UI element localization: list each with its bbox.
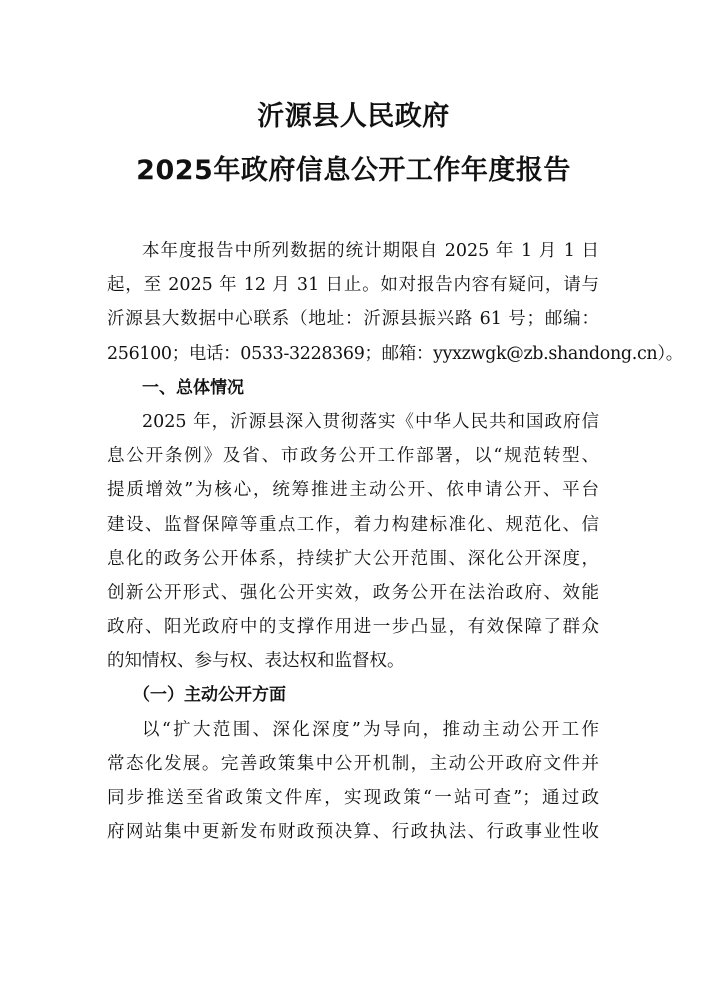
intro-line: 沂源县大数据中心联系（地址：沂源县振兴路 61 号；邮编： [107,309,599,330]
subsection-line: 以“扩大范围、深化深度”为导向，推动主动公开工作 [142,719,599,740]
report-body [107,234,683,849]
report-title-line2: 2025年政府信息公开工作年度报告 [136,155,571,186]
section-line: 息化的政务公开体系，持续扩大公开范围、深化公开深度， [107,548,599,569]
subsection-line: 同步推送至省政策文件库，实现政策“一站可查”；通过政 [107,788,599,808]
intro-line: 256100；电话：0533-3228369；邮箱：yyxzwgk@zb.shandong.cn）。 [107,343,683,364]
section-line: 提质增效”为核心，统筹推进主动公开、依申请公开、平台 [107,480,599,501]
section-line: 政府、阳光政府中的支撑作用进一步凸显，有效保障了群众 [107,617,599,638]
section-line: 的知情权、参与权、表达权和监督权。 [107,651,405,672]
section-line: 2025 年，沂源县深入贯彻落实《中华人民共和国政府信 [142,411,599,432]
section-line: 创新公开形式、强化公开实效，政务公开在法治政府、效能 [107,582,599,603]
intro-line: 本年度报告中所列数据的统计期限自 2025 年 1 月 1 日 [142,241,599,261]
report-title-line1: 沂源县人民政府 [257,101,450,132]
section-line: 息公开条例》及省、市政务公开工作部署，以“规范转型、 [107,446,599,467]
subsection-heading: （一）主动公开方面 [133,685,286,706]
intro-line: 起，至 2025 年 12 月 31 日止。如对报告内容有疑问，请与 [107,275,599,296]
subsection-line: 常态化发展。完善政策集中公开机制，主动公开政府文件并 [107,753,599,774]
section-heading: 一、总体情况 [142,377,244,398]
section-line: 建设、监督保障等重点工作，着力构建标准化、规范化、信 [107,514,599,535]
subsection-line: 府网站集中更新发布财政预决算、行政执法、行政事业性收 [107,822,599,843]
